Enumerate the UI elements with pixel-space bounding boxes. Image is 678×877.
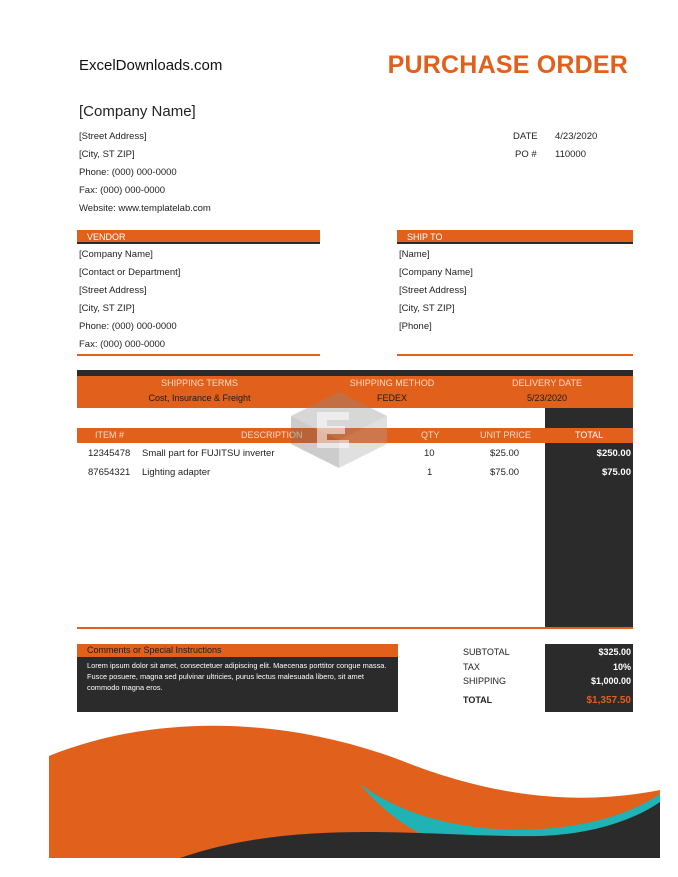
watermark-logo: [287, 388, 391, 472]
vendor-fax: Fax: (000) 000-0000: [79, 339, 166, 350]
date-value: 4/23/2020: [555, 131, 598, 142]
ship-to-company: [Company Name]: [399, 267, 473, 278]
item-qty: 1: [427, 467, 433, 478]
tax-value: 10%: [612, 662, 631, 672]
company-street: [Street Address]: [79, 131, 147, 142]
comments-body: Lorem ipsum dolor sit amet, consectetuer adipiscing elit. Maecenas porttitor congue massa. Fusce posuere, magna sed pulvinar ultricies, purus lectus malesuada libero, sit amet commodo magna eros.: [87, 661, 387, 692]
description-header: DESCRIPTION: [241, 430, 303, 440]
grand-total-value: $1,357.50: [586, 695, 631, 706]
ship-to-name: [Name]: [399, 249, 430, 260]
subtotal-value: $325.00: [598, 647, 631, 657]
item-unit-price: $75.00: [490, 467, 520, 478]
footer-wave-decoration: [0, 720, 678, 877]
delivery-date-label: DELIVERY DATE: [511, 378, 583, 388]
item-description: Lighting adapter: [142, 467, 211, 478]
shipping-terms-label: SHIPPING TERMS: [161, 378, 238, 388]
qty-header: QTY: [421, 430, 440, 440]
item-qty: 10: [424, 448, 435, 459]
company-name: [Company Name]: [79, 103, 196, 120]
document-title: PURCHASE ORDER: [387, 51, 628, 79]
order-meta: [513, 128, 597, 164]
po-value: 110000: [555, 149, 586, 160]
item-unit-price: $25.00: [490, 448, 520, 459]
ship-to-heading: SHIP TO: [397, 230, 633, 244]
shipping-terms: [77, 376, 322, 406]
vendor-city: [City, ST ZIP]: [79, 303, 135, 314]
comments-heading: Comments or Special Instructions: [77, 644, 398, 657]
shipping-method-label: SHIPPING METHOD: [349, 378, 435, 388]
brand-name: ExcelDownloads.com: [79, 57, 223, 74]
subtotal-label: SUBTOTAL: [463, 647, 510, 657]
company-website: Website: www.templatelab.com: [79, 203, 211, 214]
unit-price-header: UNIT PRICE: [480, 430, 531, 440]
company-address: [79, 128, 211, 218]
items-bottom-divider: [77, 627, 633, 629]
delivery-date-value: 5/23/2020: [526, 393, 568, 403]
ship-to-section: [397, 230, 633, 356]
ship-to-phone: [Phone]: [399, 321, 432, 332]
shipping-value: $1,000.00: [590, 676, 631, 686]
date-label: DATE: [513, 131, 538, 142]
vendor-contact: [Contact or Department]: [79, 267, 181, 278]
vendor-street: [Street Address]: [79, 285, 147, 296]
total-column-stub: [545, 408, 633, 428]
shipping-terms-value: Cost, Insurance & Freight: [148, 393, 251, 403]
tax-label: TAX: [463, 662, 480, 672]
item-total: $250.00: [596, 448, 631, 459]
item-description: Small part for FUJITSU inverter: [142, 448, 275, 459]
vendor-heading: VENDOR: [77, 230, 320, 244]
item-total: $75.00: [601, 467, 631, 478]
vendor-phone: Phone: (000) 000-0000: [79, 321, 177, 332]
total-label: TOTAL: [463, 695, 493, 705]
ship-to-street: [Street Address]: [399, 285, 467, 296]
ship-to-city: [City, ST ZIP]: [399, 303, 455, 314]
shipping-label: SHIPPING: [463, 676, 507, 686]
company-city: [City, ST ZIP]: [79, 149, 135, 160]
total-header: TOTAL: [575, 430, 604, 440]
vendor-section: [77, 230, 320, 356]
po-label: PO #: [515, 149, 537, 160]
item-number-header: ITEM #: [95, 430, 125, 440]
comments-box: [77, 644, 398, 712]
company-phone: Phone: (000) 000-0000: [79, 167, 177, 178]
item-number: 12345478: [88, 448, 131, 459]
vendor-divider: [77, 354, 320, 356]
shipping-method-value: FEDEX: [376, 393, 407, 403]
delivery-date: [487, 376, 607, 406]
ship-to-divider: [397, 354, 633, 356]
item-number: 87654321: [88, 467, 131, 478]
company-fax: Fax: (000) 000-0000: [79, 185, 166, 196]
vendor-company: [Company Name]: [79, 249, 153, 260]
